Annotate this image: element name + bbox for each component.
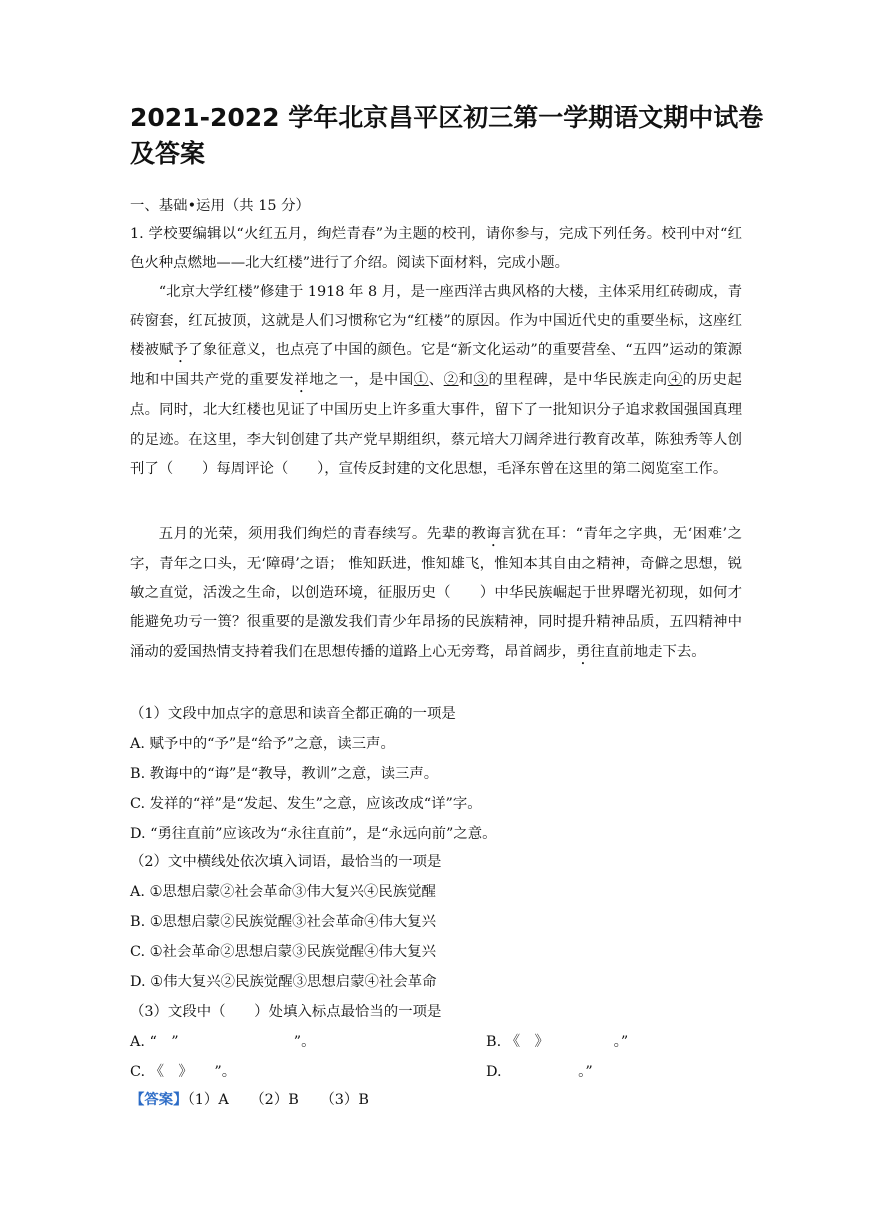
emphasis-char: 予 bbox=[173, 342, 189, 359]
question-1-3-option-b: B. 《 》 。” bbox=[486, 1034, 629, 1050]
question-1-1-option-d: D. “勇往直前”应该改为“永往直前”，是“永远向前”之意。 bbox=[130, 826, 497, 842]
answer-line bbox=[130, 1090, 742, 1110]
page-title: 2021-2022 学年北京昌平区初三第一学期语文期中试卷及答案 bbox=[130, 103, 764, 168]
answer-tag: 【答案】 bbox=[130, 1091, 188, 1108]
question-1-1-stem: （1）文段中加点字的意思和读音全都正确的一项是 bbox=[130, 706, 456, 722]
question-1-2-option-b: B. ①思想启蒙②民族觉醒③社会革命④伟大复兴 bbox=[130, 914, 437, 930]
question-1-intro: 1. 学校要编辑以“火红五月，绚烂青春”为主题的校刊，请你参与，完成下列任务。校刊中对“红色火种点燃地——北大红楼”进行了介绍。阅读下面材料，完成小题。 bbox=[130, 226, 742, 272]
emphasis-char: 诲 bbox=[486, 526, 502, 542]
question-1-1-option-b: B. 教诲中的“诲”是“教导，教训”之意，读三声。 bbox=[130, 766, 439, 782]
blank-marker: ④ bbox=[667, 372, 683, 389]
question-1-3-option-d: D. 。” bbox=[486, 1064, 593, 1080]
question-1-3-stem: （3）文段中（ ）处填入标点最恰当的一项是 bbox=[130, 1004, 442, 1020]
blank-marker: ② bbox=[443, 372, 459, 389]
passage-paragraph-1: “北京大学红楼”修建于 1918 年 8 月，是一座西洋古典风格的大楼，主体采用红砖砌成，青砖窗套，红瓦披顶，这就是人们习惯称它为“红楼”的原因。作为中国近代史的重要坐标，这座红楼被赋予了象征意义，也点亮了中国的颜色。它是“新文化运动”的重要营垒、“五四”运动的策源地和中国共产党的重要发祥地之一，是中国①、②和③的里程碑，是中华民族走向④的历史起点。同时，北大红楼也见证了中国历史上许多重大事件，留下了一批知识分子追求救国强国真理的足迹。在这里，李大钊创建了共产党早期组织，蔡元培大刀阔斧进行教育改革，陈独秀等人创刊了（ ）每周评论（ ），宣传反封建的文化思想，毛泽东曾在这里的第二阅览室工作。 bbox=[130, 284, 742, 477]
question-1-1-option-a: A. 赋予中的“予”是“给予”之意，读三声。 bbox=[130, 736, 395, 752]
section-heading: 一、基础•运用（共 15 分） bbox=[130, 198, 310, 214]
question-1-2-option-d: D. ①伟大复兴②民族觉醒③思想启蒙④社会革命 bbox=[130, 974, 437, 990]
question-1-3-option-c: C. 《 》 ”。 bbox=[130, 1064, 237, 1080]
question-1-1-option-c: C. 发祥的“祥”是“发起、发生”之意，应该改成“详”字。 bbox=[130, 796, 482, 812]
question-1-3-option-a: A. “ ” ”。 bbox=[130, 1034, 316, 1050]
emphasis-char: 祥 bbox=[294, 372, 310, 389]
question-1-2-stem: （2）文中横线处依次填入词语，最恰当的一项是 bbox=[130, 854, 442, 870]
answer-text: （1）A （2）B （3）B bbox=[187, 1092, 369, 1108]
question-1-2-option-c: C. ①社会革命②思想启蒙③民族觉醒④伟大复兴 bbox=[130, 944, 436, 960]
blank-marker: ① bbox=[413, 372, 429, 389]
emphasis-char: 勇 bbox=[576, 643, 591, 660]
passage-paragraph-2: 五月的光荣，须用我们绚烂的青春续写。先辈的教诲言犹在耳：“青年之字典，无‘困难’之字，青年之口头，无‘障碍’之语； 惟知跃进，惟知雄飞，惟知本其自由之精神，奇僻之思想，锐敏之直觉，活泼之生命，以创造环境，征服历史（ ）中华民族崛起于世界曙光初现，如何才能避免功亏一篑？很重要的是激发我们青少年昂扬的民族精神，同时提升精神品质，五四精神中涌动的爱国热情支持着我们在思想传播的道路上心无旁骛，昂首阔步，勇往直前地走下去。 bbox=[130, 526, 742, 660]
question-1-2-option-a: A. ①思想启蒙②社会革命③伟大复兴④民族觉醒 bbox=[130, 884, 436, 900]
blank-marker: ③ bbox=[473, 372, 489, 389]
